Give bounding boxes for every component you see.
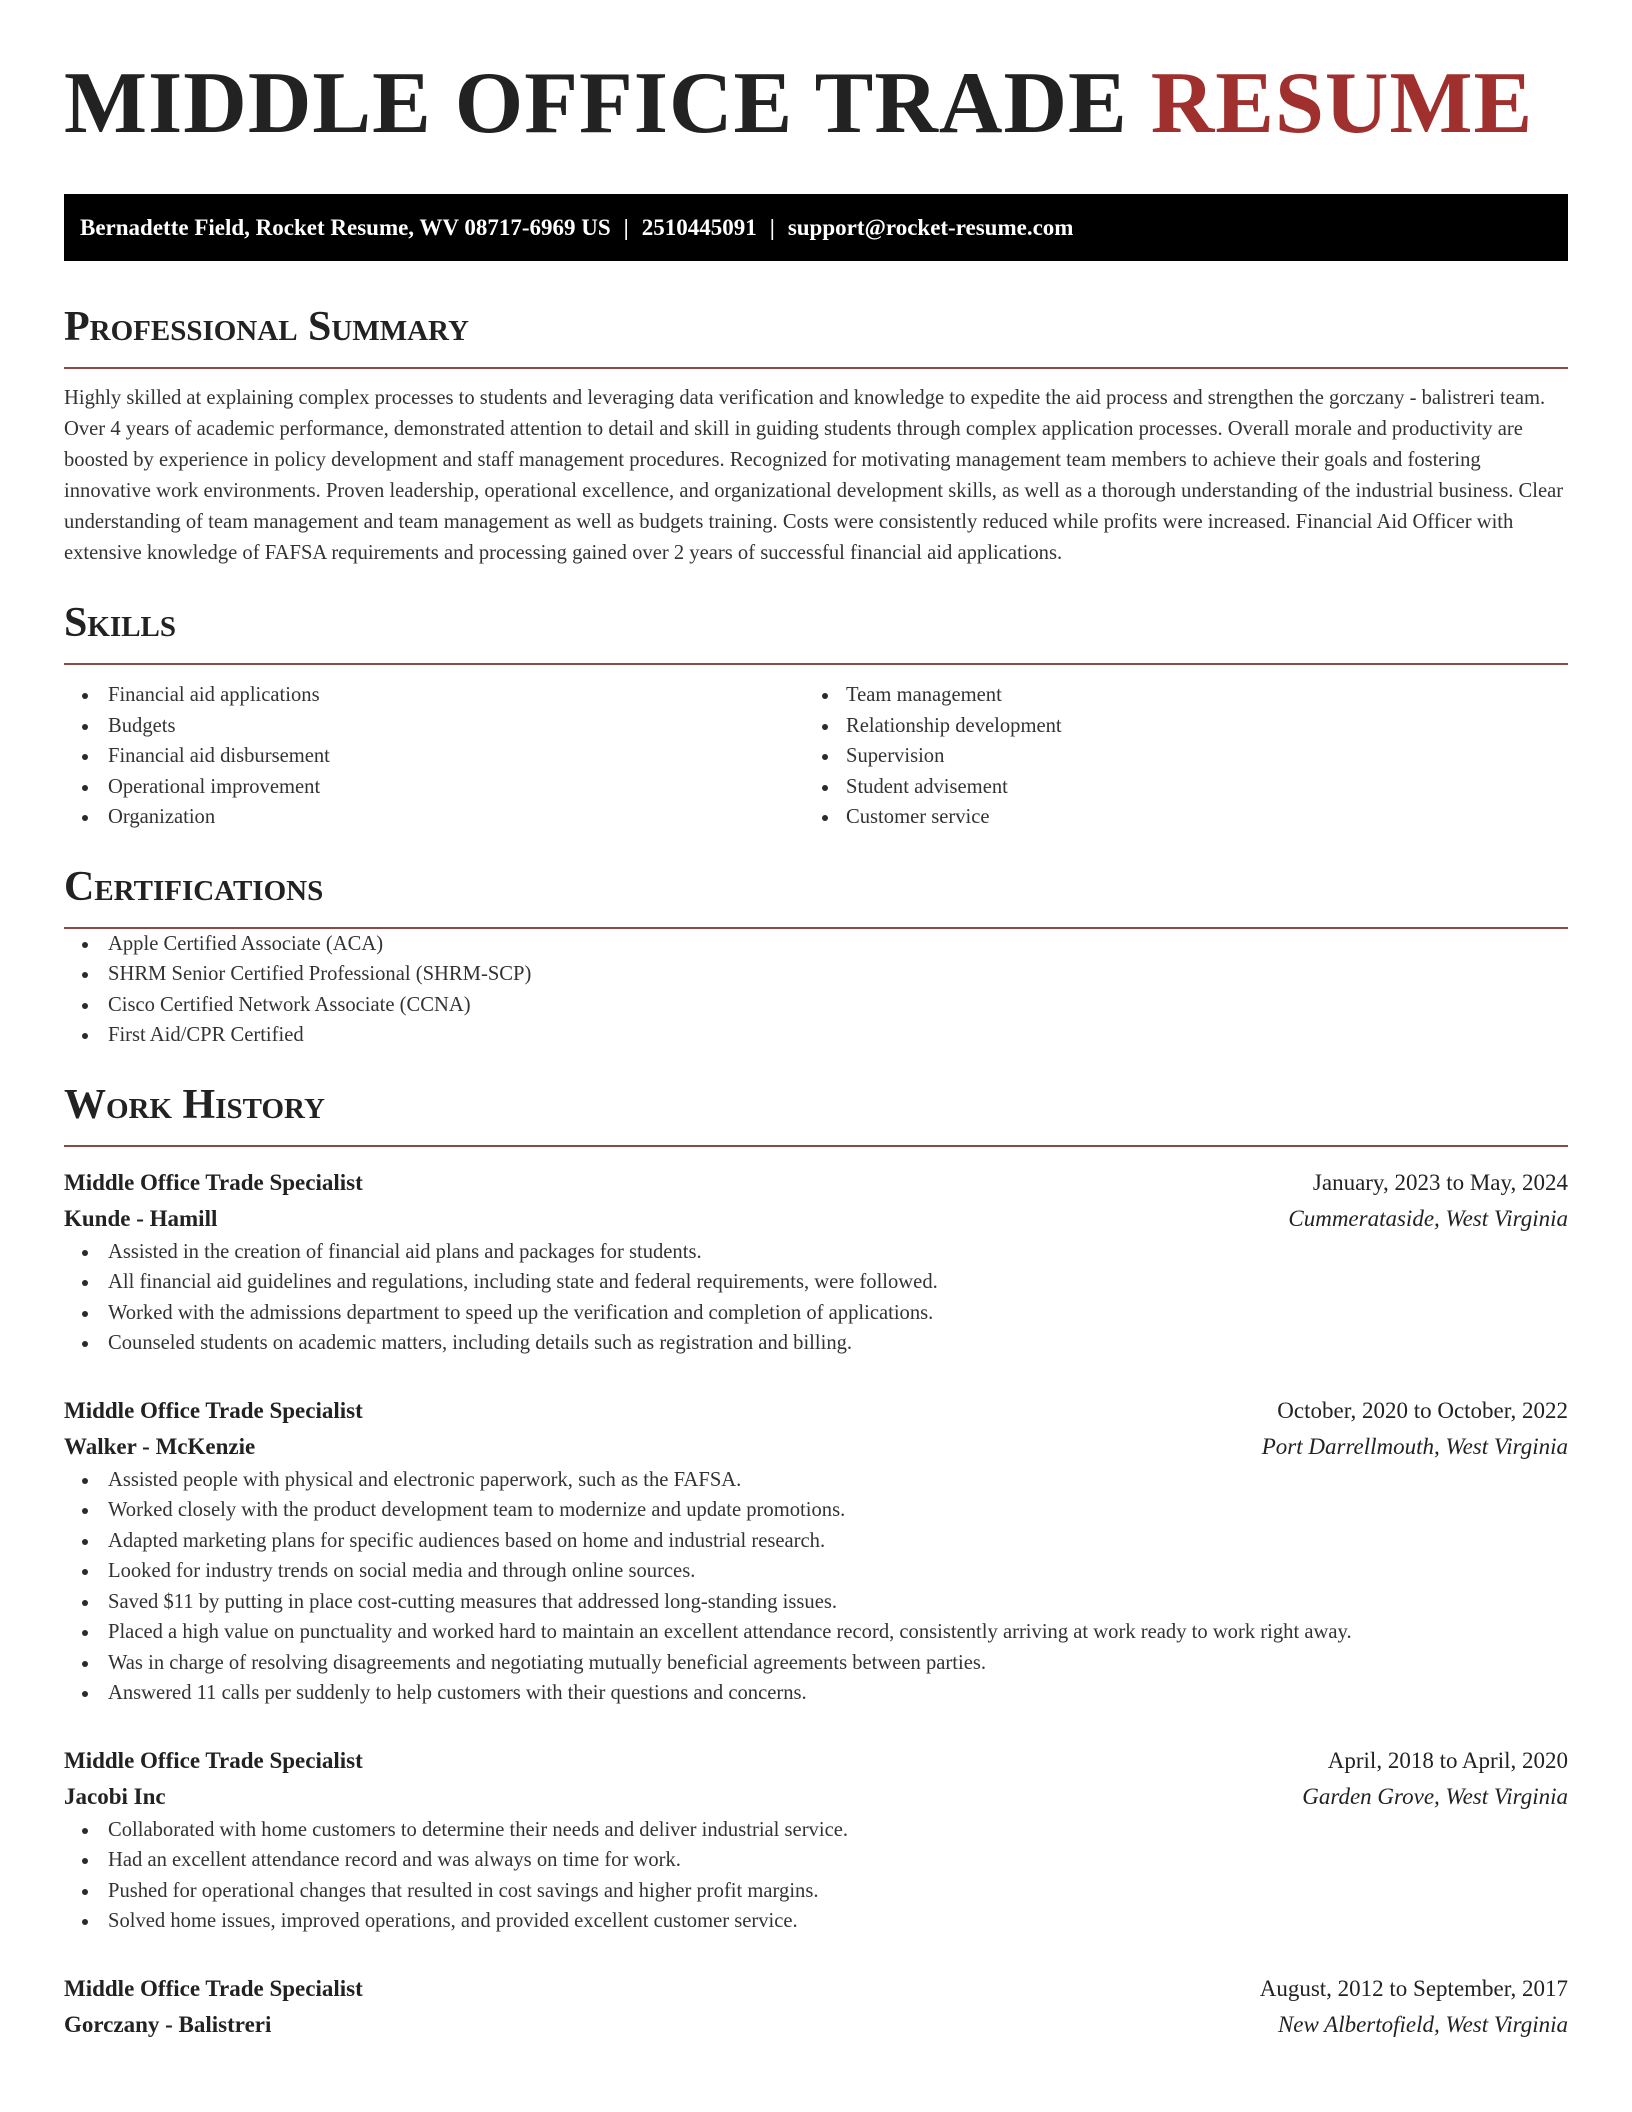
skill-item: Operational improvement xyxy=(64,772,816,803)
job-duty: Had an excellent attendance record and was always on time for work. xyxy=(64,1845,1568,1876)
job-title: Middle Office Trade Specialist xyxy=(64,1747,363,1773)
job-duty: Solved home issues, improved operations, and provided excellent customer service. xyxy=(64,1906,1568,1937)
skill-item: Financial aid disbursement xyxy=(64,741,816,772)
job-dates: January, 2023 to May, 2024 xyxy=(1312,1169,1568,1195)
contact-bar xyxy=(64,194,1568,261)
section-divider xyxy=(64,367,1568,369)
title-main: MIDDLE OFFICE TRADE xyxy=(64,55,1128,152)
job-duties-list xyxy=(64,1465,1568,1709)
skills-grid xyxy=(64,680,1568,833)
certifications-heading: Certifications xyxy=(64,863,324,910)
contact-separator: | xyxy=(769,215,775,240)
job-duty: Worked closely with the product development team to modernize and update promotions. xyxy=(64,1495,1568,1526)
job-company: Walker - McKenzie xyxy=(64,1433,256,1459)
skill-item: Student advisement xyxy=(816,772,1568,803)
job-entry xyxy=(64,1971,1568,2043)
job-duty: Collaborated with home customers to determine their needs and deliver industrial service. xyxy=(64,1815,1568,1846)
skills-list-right xyxy=(816,680,1568,833)
job-dates: October, 2020 to October, 2022 xyxy=(1277,1397,1568,1423)
work-history-heading: Work History xyxy=(64,1081,325,1128)
job-company: Kunde - Hamill xyxy=(64,1205,218,1231)
certification-item: First Aid/CPR Certified xyxy=(64,1020,1568,1051)
job-duty: Placed a high value on punctuality and worked hard to maintain an excellent attendance record, consistently arriving at work ready to work right away. xyxy=(64,1617,1568,1648)
job-company-row xyxy=(64,2007,1568,2043)
skills-list-left xyxy=(64,680,816,833)
job-duties-list xyxy=(64,1815,1568,1937)
job-company-row xyxy=(64,1429,1568,1465)
contact-separator: | xyxy=(623,215,629,240)
section-divider xyxy=(64,663,1568,665)
job-dates: April, 2018 to April, 2020 xyxy=(1327,1747,1568,1773)
job-dates: August, 2012 to September, 2017 xyxy=(1259,1975,1568,2001)
certifications-list xyxy=(64,929,1568,1051)
job-header-row xyxy=(64,1393,1568,1429)
contact-address: Bernadette Field, Rocket Resume, WV 08717-6969 US xyxy=(80,215,611,240)
job-duty: Answered 11 calls per suddenly to help customers with their questions and concerns. xyxy=(64,1678,1568,1709)
job-entry xyxy=(64,1743,1568,1937)
job-duty: Worked with the admissions department to speed up the verification and completion of applications. xyxy=(64,1298,1568,1329)
skill-item: Relationship development xyxy=(816,711,1568,742)
job-title: Middle Office Trade Specialist xyxy=(64,1397,363,1423)
job-company: Jacobi Inc xyxy=(64,1783,166,1809)
job-duty: Was in charge of resolving disagreements and negotiating mutually beneficial agreements between parties. xyxy=(64,1648,1568,1679)
job-company-row xyxy=(64,1201,1568,1237)
job-entry xyxy=(64,1165,1568,1359)
certification-item: SHRM Senior Certified Professional (SHRM-SCP) xyxy=(64,959,1568,990)
job-header-row xyxy=(64,1971,1568,2007)
job-header-row xyxy=(64,1743,1568,1779)
certification-item: Cisco Certified Network Associate (CCNA) xyxy=(64,990,1568,1021)
skill-item: Budgets xyxy=(64,711,816,742)
skill-item: Organization xyxy=(64,802,816,833)
job-company: Gorczany - Balistreri xyxy=(64,2011,272,2037)
job-duty: Looked for industry trends on social media and through online sources. xyxy=(64,1556,1568,1587)
skill-item: Financial aid applications xyxy=(64,680,816,711)
job-company-row xyxy=(64,1779,1568,1815)
certification-item: Apple Certified Associate (ACA) xyxy=(64,929,1568,960)
summary-text: Highly skilled at explaining complex processes to students and leveraging data verification and knowledge to expedite the aid process and strengthen the gorczany - balistreri team. Over 4 years of academic performance, demonstrated attention to detail and skill in guiding students through complex application processes. Overall morale and productivity are boosted by experience in policy development and staff management procedures. Recognized for motivating management team members to achieve their goals and fostering innovative work environments. Proven leadership, operational excellence, and organizational development skills, as well as a thorough understanding of the industrial business. Clear understanding of team management and team management as well as budgets training. Costs were consistently reduced while profits were increased. Financial Aid Officer with extensive knowledge of FAFSA requirements and processing gained over 2 years of successful financial aid applications. xyxy=(64,387,1564,564)
job-title: Middle Office Trade Specialist xyxy=(64,1169,363,1195)
job-entry xyxy=(64,1393,1568,1709)
job-duty: Counseled students on academic matters, including details such as registration and billing. xyxy=(64,1328,1568,1359)
skill-item: Team management xyxy=(816,680,1568,711)
summary-heading: Professional Summary xyxy=(64,304,469,350)
section-divider xyxy=(64,1145,1568,1147)
job-location: Cummerataside, West Virginia xyxy=(1288,1205,1568,1231)
resume-title xyxy=(64,52,1568,156)
skills-column-left xyxy=(64,680,816,833)
job-duty: Adapted marketing plans for specific audiences based on home and industrial research. xyxy=(64,1526,1568,1557)
job-title: Middle Office Trade Specialist xyxy=(64,1975,363,2001)
job-location: Port Darrellmouth, West Virginia xyxy=(1261,1433,1568,1459)
job-location: New Albertofield, West Virginia xyxy=(1277,2011,1568,2037)
skills-column-right xyxy=(816,680,1568,833)
job-duty: All financial aid guidelines and regulations, including state and federal requirements, were followed. xyxy=(64,1267,1568,1298)
skill-item: Supervision xyxy=(816,741,1568,772)
contact-phone: 2510445091 xyxy=(641,215,757,240)
job-duty: Assisted in the creation of financial aid plans and packages for students. xyxy=(64,1237,1568,1268)
skills-heading: Skills xyxy=(64,600,177,646)
skill-item: Customer service xyxy=(816,802,1568,833)
job-duties-list xyxy=(64,1237,1568,1359)
job-header-row xyxy=(64,1165,1568,1201)
job-duty: Pushed for operational changes that resulted in cost savings and higher profit margins. xyxy=(64,1876,1568,1907)
job-duty: Assisted people with physical and electronic paperwork, such as the FAFSA. xyxy=(64,1465,1568,1496)
contact-email: support@rocket-resume.com xyxy=(787,215,1074,240)
job-duty: Saved $11 by putting in place cost-cutting measures that addressed long-standing issues. xyxy=(64,1587,1568,1618)
title-accent: RESUME xyxy=(1150,55,1534,152)
job-location: Garden Grove, West Virginia xyxy=(1302,1783,1568,1809)
